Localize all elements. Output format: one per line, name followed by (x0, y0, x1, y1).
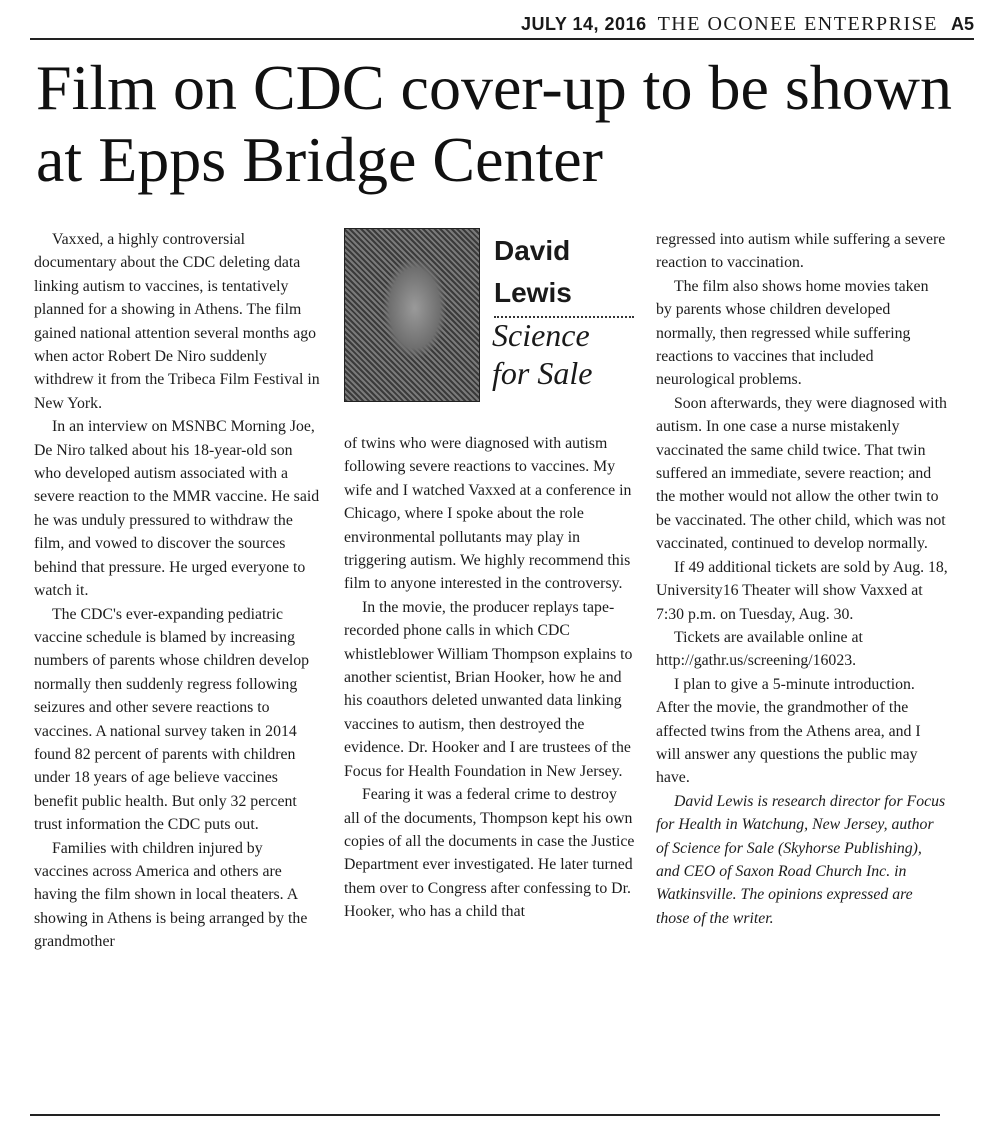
headline: Film on CDC cover-up to be shown at Epps Bridge Center (36, 52, 952, 195)
author-bio: David Lewis is research director for Focus for Health in Watchung, New Jersey, author of Science for Sale (Skyhorse Publishing), and CEO of Saxon Road Church Inc. in Watkinsville. The opinions expressed are those of the writer. (656, 792, 946, 927)
issue-date: JULY 14, 2016 (520, 14, 647, 34)
article-column-1 (34, 228, 320, 954)
author-photo (344, 228, 480, 402)
column-title-line: Science (492, 317, 590, 353)
author-name (494, 230, 634, 318)
paragraph: of twins who were diagnosed with autism following severe reactions to vaccines. My wife and I watched Vaxxed at a conference in Chicago, where I spoke about the role environmental pollutants may play in triggering autism. We highly recommend this film to anyone interested in the controversy. (344, 435, 632, 593)
paragraph: If 49 additional tickets are sold by Aug. 18, University16 Theater will show Vaxxed at 7:30 p.m. on Tuesday, Aug. 30. (656, 558, 948, 623)
author-last-name: Lewis (494, 277, 572, 308)
page-number: A5 (950, 14, 974, 34)
paragraph: The film also shows home movies taken by parents whose children developed normally, then regressed while suffering reactions to vaccines that included neurological problems. (656, 277, 929, 389)
paragraph: Families with children injured by vaccines across America and others are having the film shown in local theaters. A showing in Athens is being arranged by the grandmother (34, 839, 308, 951)
column-title-line: for Sale (492, 355, 593, 391)
paragraph: Vaxxed, a highly controversial documentary about the CDC deleting data linking autism to vaccines, is tentatively planned for a showing in Athens. The film gained national attention several months ago when actor Robert De Niro suddenly withdrew it from the Tribeca Film Festival in New York. (34, 231, 320, 412)
article-column-2 (344, 432, 636, 924)
paragraph: Tickets are available online at http://gathr.us/screening/16023. (656, 628, 863, 670)
paragraph: The CDC's ever-expanding pediatric vaccine schedule is blamed by increasing numbers of parents whose children develop normally then suddenly regress following seizures and other severe reactions to vaccines. A national survey taken in 2014 found 82 percent of parents with children under 18 years of age believe vaccines benefit public health. But only 32 percent trust information the CDC puts out. (34, 605, 310, 834)
paragraph: In an interview on MSNBC Morning Joe, De Niro talked about his 18-year-old son who developed autism associated with a severe reaction to the MMR vaccine. He said he was unduly pressured to withdraw the film, and vowed to discover the sources behind that pressure. He urged everyone to watch it. (34, 418, 320, 600)
paragraph: Soon afterwards, they were diagnosed with autism. In one case a nurse mistakenly vaccinated the same child twice. That twin suffered an immediate, severe reaction; and the mother would not allow the other twin to be vaccinated. The other child, which was not vaccinated, continued to develop normally. (656, 394, 947, 553)
page-header (30, 12, 974, 40)
article-column-3 (656, 228, 948, 930)
author-byline (344, 228, 636, 428)
paragraph: I plan to give a 5-minute introduction. After the movie, the grandmother of the affected twins from the Athens area, and I will answer any questions the public may have. (656, 675, 921, 787)
paragraph: regressed into autism while suffering a severe reaction to vaccination. (656, 231, 946, 272)
paragraph: In the movie, the producer replays tape-recorded phone calls in which CDC whistleblower William Thompson explains to another scientist, Brian Hooker, how he and his coauthors deleted unwanted data linking vaccines to autism, then destroyed the evidence. Dr. Hooker and I are trustees of the Focus for Health Foundation in New Jersey. (344, 598, 633, 780)
newspaper-name: THE OCONEE ENTERPRISE (657, 13, 938, 35)
author-first-name: David (494, 235, 571, 266)
column-title (492, 316, 636, 392)
bottom-rule (30, 1114, 940, 1116)
paragraph: Fearing it was a federal crime to destroy all of the documents, Thompson kept his own copies of all the documents in case the Justice Department ever investigated. He later turned them over to Congress after confessing to Dr. Hooker, who has a child that (344, 786, 635, 921)
